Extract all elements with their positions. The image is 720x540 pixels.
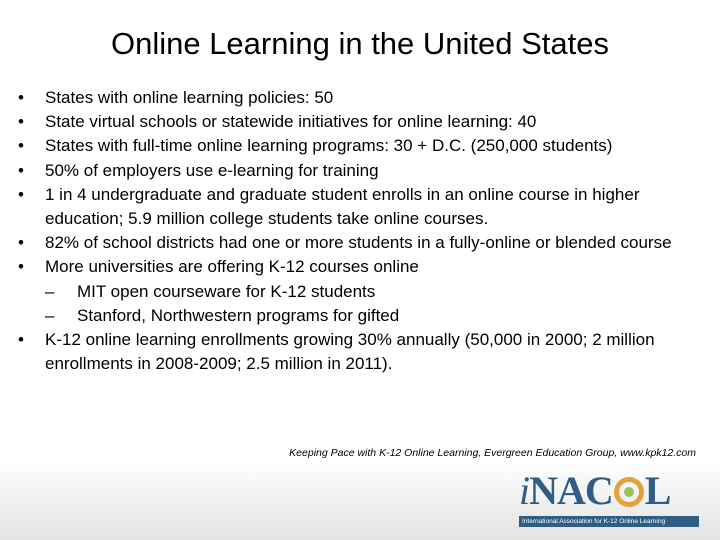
bullet-item (18, 86, 708, 110)
logo-letters: NAC (529, 468, 613, 513)
sub-bullet-item (45, 280, 708, 304)
bullet-item (18, 159, 708, 183)
bullet-text: States with full-time online learning programs: 30 + D.C. (250,000 students) (45, 136, 613, 156)
dash-icon: – (45, 281, 55, 301)
bullet-item (18, 134, 708, 158)
bullet-list (18, 86, 708, 376)
logo-ring-icon (614, 477, 644, 507)
sub-bullet-text: Stanford, Northwestern programs for gifted (77, 305, 400, 325)
bullet-item (18, 183, 708, 231)
bullet-item (18, 328, 708, 376)
sub-bullet-text: MIT open courseware for K-12 students (77, 281, 376, 301)
bullet-text: 82% of school districts had one or more students in a fully-online or blended course (45, 233, 672, 253)
bullet-text: States with online learning policies: 50 (45, 88, 334, 107)
sub-bullet-list (45, 280, 708, 328)
bullet-text: More universities are offering K-12 courses online (45, 257, 419, 277)
bullet-text: K-12 online learning enrollments growing 30% annually (50,000 in 2000; 2 million enrollments in 2008-2009; 2.5 million in 2011). (45, 330, 655, 374)
footer (0, 460, 720, 540)
bullet-dot-icon: • (18, 233, 24, 253)
inacol-logo (519, 470, 699, 530)
logo-wordmark (519, 470, 670, 512)
logo-letter-l: L (644, 468, 671, 513)
bullet-item (18, 231, 708, 255)
bullet-dot-icon: • (18, 88, 24, 107)
bullet-dot-icon: • (18, 184, 24, 204)
dash-icon: – (45, 305, 55, 325)
slide-title: Online Learning in the United States (110, 26, 610, 61)
bullet-dot-icon: • (18, 257, 24, 277)
bullet-dot-icon: • (18, 330, 24, 350)
bullet-dot-icon: • (18, 160, 24, 180)
bullet-text: 50% of employers use e-learning for training (45, 160, 379, 180)
logo-letter-i: i (519, 468, 530, 513)
bullet-text: State virtual schools or statewide initiatives for online learning: 40 (45, 112, 537, 132)
bullet-dot-icon: • (18, 136, 24, 156)
source-citation: Keeping Pace with K-12 Online Learning, Evergreen Education Group, www.kpk12.com (289, 447, 696, 459)
bullet-text: 1 in 4 undergraduate and graduate student enrolls in an online course in higher education; 5.9 million college students take online courses. (45, 184, 640, 229)
bullet-dot-icon: • (18, 112, 24, 132)
logo-tagline: International Association for K-12 Online Learning (519, 516, 699, 527)
bullet-item (18, 110, 708, 134)
sub-bullet-item (45, 304, 708, 328)
bullet-item (18, 255, 708, 328)
